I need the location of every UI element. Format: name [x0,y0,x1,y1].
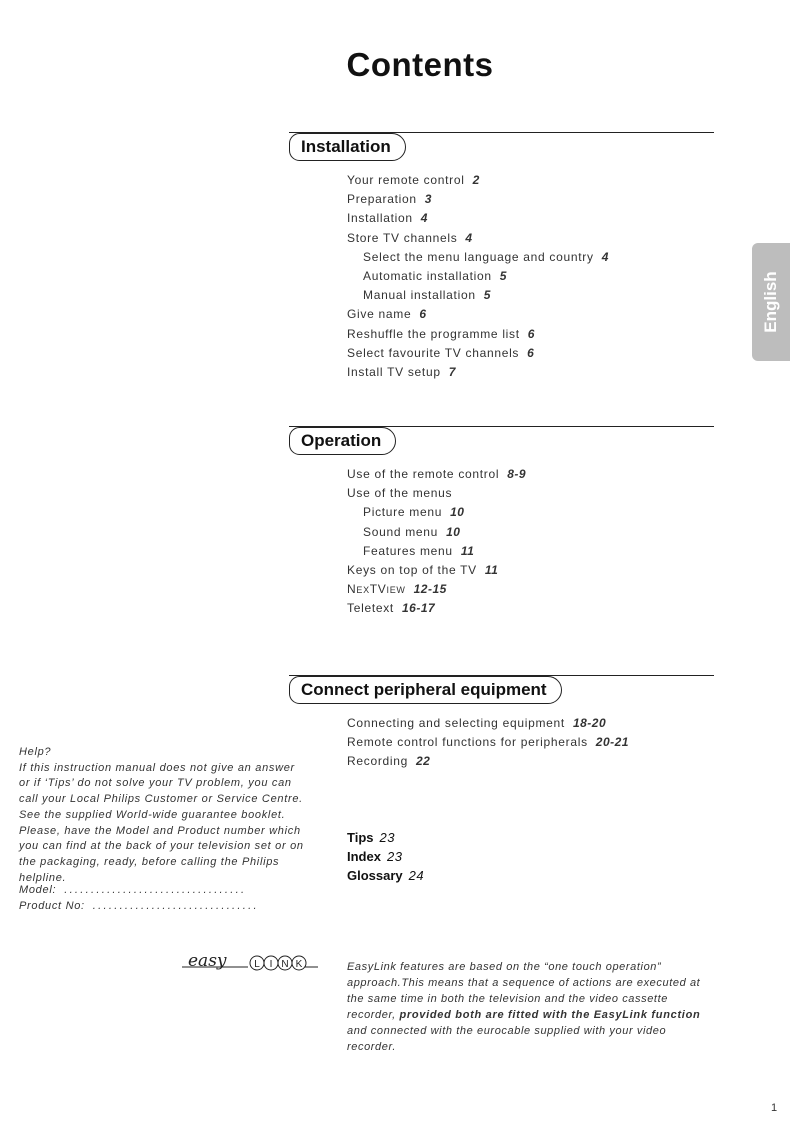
easylink-text: EasyLink features are based on the “one touch operation” approach.This means that a sequence of actions are executed at the same time in both the television and the video cassette recorder, [347,961,701,1021]
operation-list [347,465,526,619]
help-paragraph: If this instruction manual does not give an answer or if ‘Tips’ do not solve your TV problem, you can call your Local Philips Customer or Service Centre. See the supplied World-wide guarantee booklet. [19,761,303,821]
section-heading-peripheral: Connect peripheral equipment [289,676,562,704]
toc-label: Glossary [347,868,403,883]
section-header-peripheral [289,675,714,705]
toc-label: Automatic installation [363,268,492,283]
toc-label: Manual installation [363,288,476,303]
toc-label: Select the menu language and country [363,249,594,264]
toc-label: Remote control functions for peripherals [347,735,588,750]
language-tab [752,243,790,361]
page-number: 1 [771,1102,778,1114]
toc-label: Recording [347,754,408,769]
help-paragraph: Please, have the Model and Product number which you can find at the back of your television set or on the packaging, ready, before calling the Philips helpline. [19,824,304,884]
toc-label: Connecting and selecting equipment [347,716,565,730]
toc-label: Keys on top of the TV [347,562,477,577]
toc-label: EX [356,585,370,596]
toc-page: 12-15 [413,582,447,597]
toc-page: 6 [419,307,427,322]
toc-item [347,714,629,733]
toc-page: 8-9 [507,467,527,481]
toc-label: Select favourite TV channels [347,345,520,360]
toc-page: 4 [601,249,609,264]
toc-item [347,847,424,866]
easylink-bold-text: provided both are fitted with the EasyLink function [399,1009,701,1021]
logo-letter: L [254,959,260,970]
toc-subitem [347,267,609,286]
toc-item [347,561,526,580]
toc-label: Store TV channels [347,230,458,245]
toc-page: 10 [450,505,465,520]
toc-item [347,752,629,771]
toc-item [347,190,609,209]
model-dots: .................................. [64,884,247,896]
toc-page: 23 [379,830,395,845]
toc-label: Use of the remote control [347,467,500,481]
toc-item [347,866,424,885]
toc-label: Your remote control [347,173,465,187]
toc-label: Picture menu [363,505,443,520]
page-title: Contents [346,46,494,83]
toc-item [347,171,609,190]
toc-page: 11 [484,562,499,577]
model-label: Model: [19,884,57,896]
section-heading-operation: Operation [289,427,396,455]
toc-item [347,828,424,847]
toc-page: 4 [420,211,428,226]
toc-item [347,305,609,324]
section-header-installation [289,132,714,162]
toc-page: 22 [416,754,431,769]
toc-item-nextview [347,580,526,599]
toc-page: 6 [527,326,535,341]
toc-label: Index [347,849,381,864]
toc-page: 5 [483,288,491,303]
toc-page: 4 [465,230,473,245]
extra-list [347,828,424,885]
logo-letter: N [281,959,289,970]
toc-item [347,465,526,484]
toc-page: 7 [448,364,456,379]
toc-item [347,733,629,752]
toc-subitem [347,523,526,542]
toc-item [347,344,609,363]
toc-label: Tips [347,830,374,845]
toc-page: 16-17 [401,601,436,616]
logo-letter: I [269,959,273,970]
toc-subitem [347,503,526,522]
toc-item [347,229,609,248]
product-label: Product No: [19,900,85,912]
peripheral-list [347,714,629,772]
toc-item [347,484,526,503]
toc-page: 11 [460,543,475,558]
easylink-text: and connected with the eurocable supplied with your video recorder. [347,1025,667,1053]
product-dots: ............................... [92,900,259,912]
help-note [19,745,309,886]
toc-item [347,209,609,228]
model-fields [19,882,309,914]
toc-subitem [347,286,609,305]
toc-label: Preparation [347,192,417,207]
model-field [19,882,309,898]
toc-label: IEW [386,585,406,596]
toc-item [347,363,609,382]
easylink-logo [180,952,320,976]
language-tab-label: English [761,271,780,333]
section-heading-installation: Installation [289,133,406,161]
toc-label: Teletext [347,601,394,616]
toc-label: Give name [347,307,412,322]
toc-label: Install TV setup [347,364,441,379]
logo-word: easy [188,952,227,971]
logo-letter: K [295,959,303,970]
toc-label: Sound menu [363,524,439,539]
product-field [19,898,309,914]
toc-item [347,325,609,344]
toc-label: Reshuffle the programme list [347,326,520,341]
toc-item [347,599,526,618]
toc-page: 24 [408,868,425,883]
toc-subitem [347,542,526,561]
easylink-description [347,959,717,1055]
toc-page: 18-20 [572,716,607,730]
toc-label: TV [369,582,387,597]
toc-page: 2 [472,173,480,187]
toc-page: 6 [527,345,535,360]
toc-page: 10 [446,524,461,539]
toc-page: 5 [499,268,507,283]
toc-label: Use of the menus [347,486,453,501]
toc-subitem [347,248,609,267]
toc-label: Installation [347,211,413,226]
section-header-operation [289,426,714,456]
installation-list [347,171,609,382]
toc-label: Features menu [363,543,453,558]
toc-page: 3 [424,192,432,207]
help-heading: Help? [19,746,52,758]
toc-label: N [347,582,357,597]
toc-page: 23 [386,849,403,864]
toc-page: 20-21 [595,735,629,750]
